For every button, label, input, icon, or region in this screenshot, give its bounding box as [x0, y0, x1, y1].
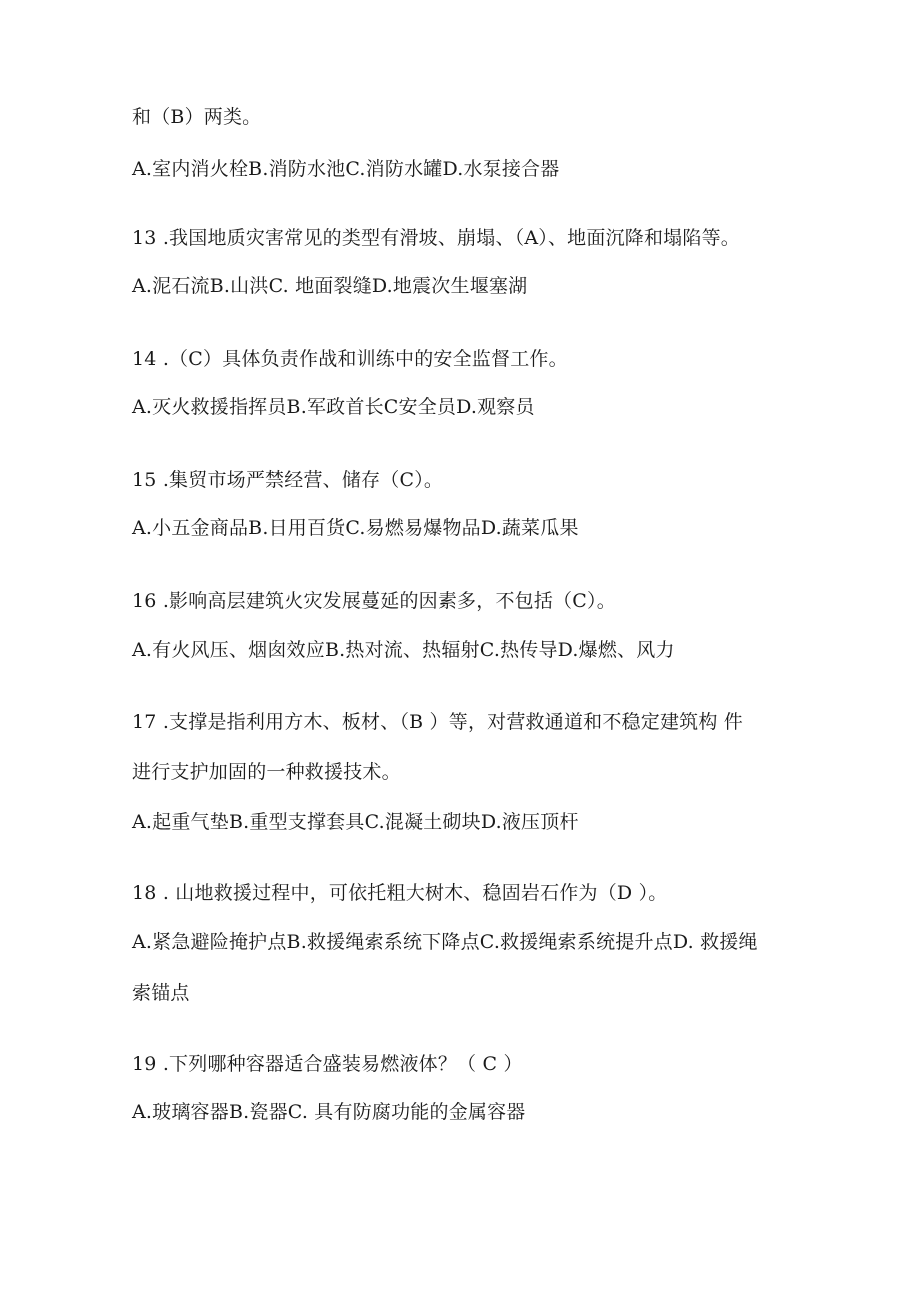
text-line-q18-options: A.紧急避险掩护点B.救援绳索系统下降点C.救援绳索系统提升点D. 救援绳 [132, 931, 758, 953]
text-line-q13-question: 13 .我国地质灾害常见的类型有滑坡、崩塌、（A）、地面沉降和塌陷等。 [132, 227, 740, 249]
text-line-q15-question: 15 .集贸市场严禁经营、储存（C）。 [132, 469, 444, 491]
text-line-q17-question: 17 .支撑是指利用方木、板材、（B ）等，对营救通道和不稳定建筑构 件 [132, 711, 743, 733]
text-line-q18-options-continuation: 索锚点 [132, 982, 190, 1004]
text-line-q17-question-continuation: 进行支护加固的一种救援技术。 [132, 761, 401, 783]
text-line-q17-options: A.起重气垫B.重型支撑套具C.混凝土砌块D.液压顶杆 [132, 811, 579, 833]
text-line-q15-options: A.小五金商品B.日用百货C.易燃易爆物品D.蔬菜瓜果 [132, 517, 579, 539]
text-line-q18-question: 18 . 山地救援过程中，可依托粗大树木、稳固岩石作为（D ）。 [132, 882, 668, 904]
text-line-q19-question: 19 .下列哪种容器适合盛装易燃液体？（ C ） [132, 1053, 523, 1075]
text-line-q13-options: A.泥石流B.山洪C. 地面裂缝D.地震次生堰塞湖 [132, 275, 528, 297]
text-line-q14-question: 14 .（C）具体负责作战和训练中的安全监督工作。 [132, 348, 568, 370]
text-line-q12-options: A.室内消火栓B.消防水池C.消防水罐D.水泵接合器 [132, 158, 560, 180]
text-line-q12-continuation: 和（B）两类。 [132, 106, 262, 128]
text-line-q14-options: A.灭火救援指挥员B.军政首长C安全员D.观察员 [132, 396, 535, 418]
text-line-q16-options: A.有火风压、烟囱效应B.热对流、热辐射C.热传导D.爆燃、风力 [132, 639, 675, 661]
text-line-q16-question: 16 .影响高层建筑火灾发展蔓延的因素多，不包括（C）。 [132, 590, 616, 612]
text-line-q19-options: A.玻璃容器B.瓷器C. 具有防腐功能的金属容器 [132, 1101, 526, 1123]
